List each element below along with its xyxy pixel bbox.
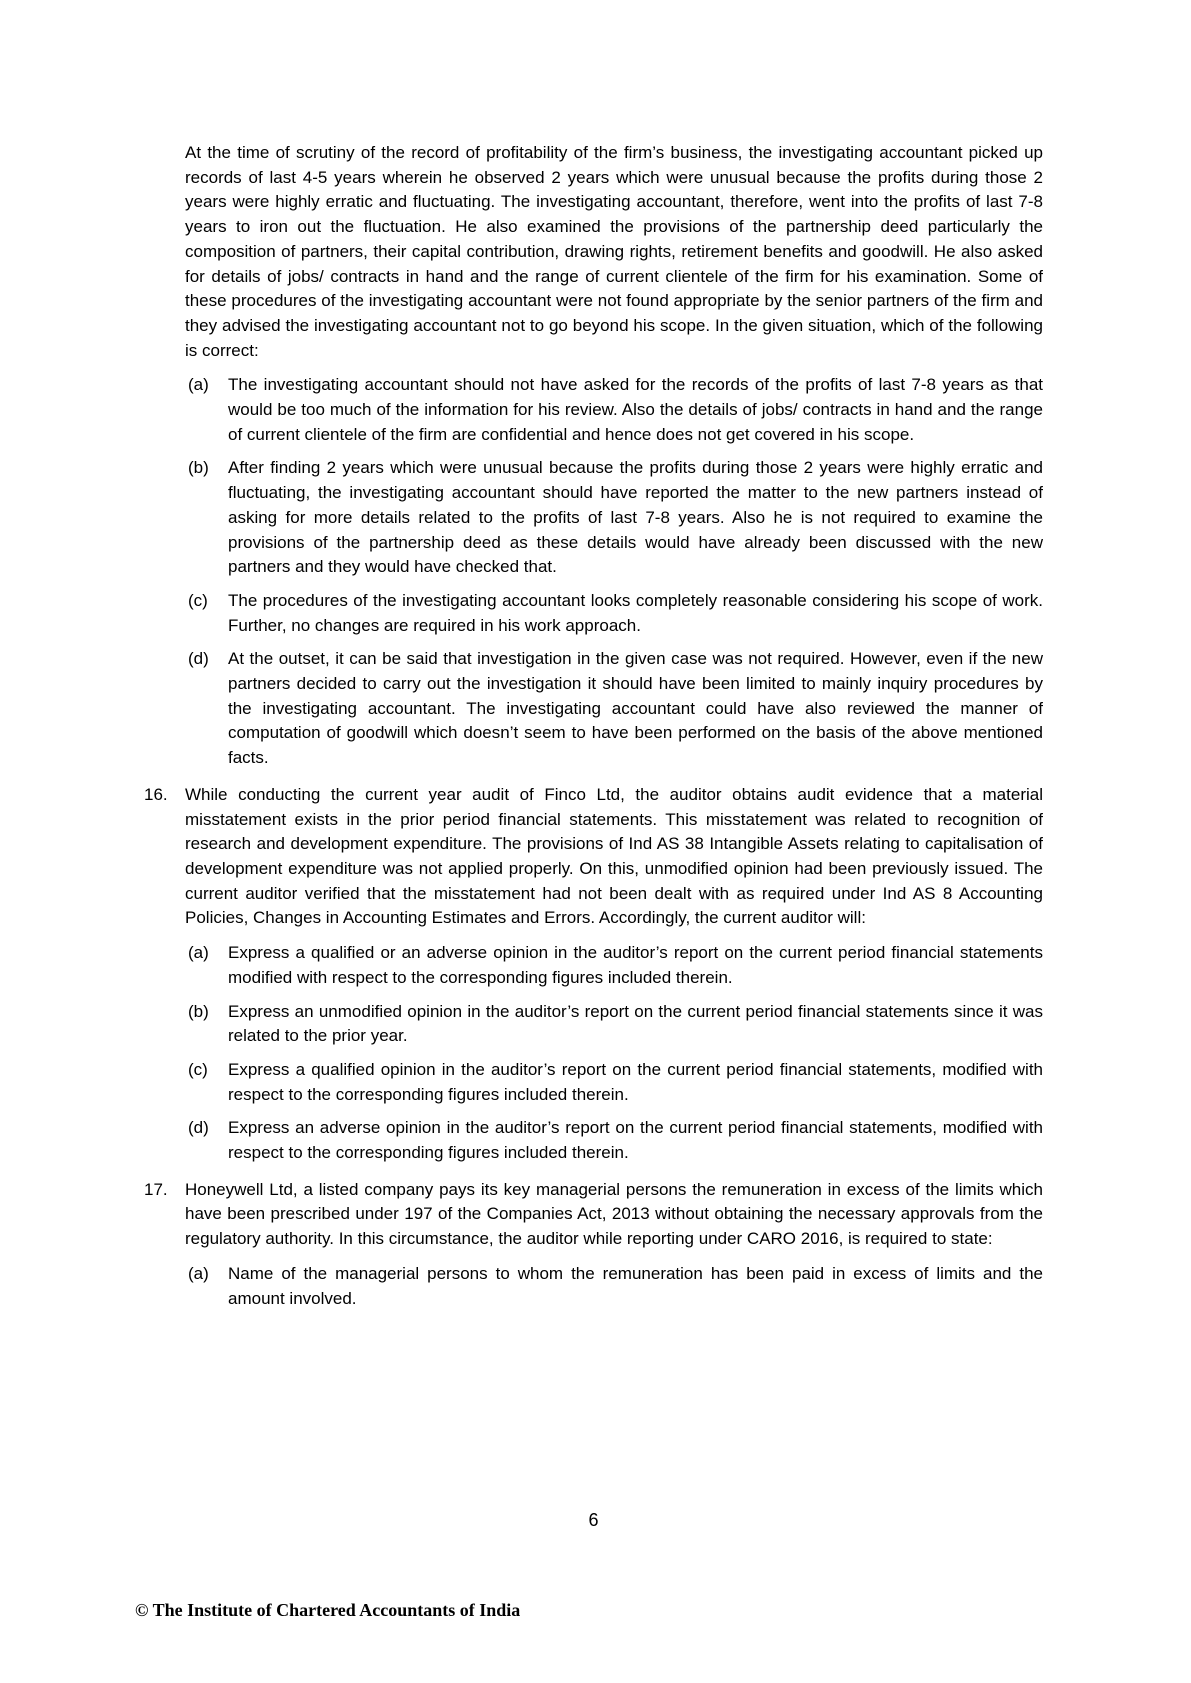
option-label: (d): [188, 649, 209, 669]
option-text: Express an unmodified opinion in the auditor’s report on the current period financial statements since it was related to the prior year.: [228, 1001, 1043, 1046]
question-text: Honeywell Ltd, a listed company pays its key managerial persons the remuneration in excess of the limits which have been prescribed under 197 of the Companies Act, 2013 without obtaining the necessary approvals from the regulatory authority. In this circumstance, the auditor while reporting under CARO 2016, is required to state:: [185, 1179, 1043, 1249]
question-16-option-d: [188, 1116, 1043, 1165]
option-label: (a): [188, 1263, 209, 1283]
document-page-content: [144, 141, 1043, 1320]
question-number: 17.: [144, 1179, 168, 1199]
option-text: At the outset, it can be said that investigation in the given case was not required. However, even if the new partners decided to carry out the investigation it should have been limited to mainly inquiry procedures by the investigating accountant. The investigating accountant could have also reviewed the manner of computation of goodwill which doesn’t seem to have been performed on the basis of the above mentioned facts.: [228, 649, 1043, 768]
copyright-footer: © The Institute of Chartered Accountants of India: [135, 1600, 521, 1620]
option-label: (a): [188, 375, 209, 395]
option-label: (d): [188, 1118, 209, 1138]
option-text: Name of the managerial persons to whom the remuneration has been paid in excess of limits and the amount involved.: [228, 1263, 1043, 1308]
option-label: (c): [188, 1059, 208, 1079]
question-16-option-b: [188, 1000, 1043, 1049]
question-continuation-paragraph: At the time of scrutiny of the record of profitability of the firm’s business, the investigating accountant picked up records of last 4-5 years wherein he observed 2 years which were unusual because the profits during those 2 years were highly erratic and fluctuating. The investigating accountant, therefore, went into the profits of last 7-8 years to iron out the fluctuation. He also examined the provisions of the partnership deed particularly the composition of partners, their capital contribution, drawing rights, retirement benefits and goodwill. He also asked for details of jobs/ contracts in hand and the range of current clientele of the firm for his examination. Some of these procedures of the investigating accountant were not found appropriate by the senior partners of the firm and they advised the investigating accountant not to go beyond his scope. In the given situation, which of the following is correct:: [185, 143, 1043, 360]
option-text: Express a qualified or an adverse opinion in the auditor’s report on the current period financial statements modified with respect to the corresponding figures included therein.: [228, 943, 1043, 987]
option-label: (b): [188, 458, 209, 478]
question-16-option-a: [188, 941, 1043, 990]
question-16-option-c: [188, 1058, 1043, 1107]
option-text: After finding 2 years which were unusual because the profits during those 2 years were highly erratic and fluctuating, the investigating accountant should have reported the matter to the new partners instead of asking for more details related to the profits of last 7-8 years. Also he is not required to examine the provisions of the partnership deed as these details would have already been discussed with the new partners and they would have checked that.: [228, 458, 1043, 577]
question-17: [144, 1178, 1043, 1252]
question-17-option-a: [188, 1262, 1043, 1311]
question-16: [144, 783, 1043, 931]
intro-option-a: [188, 373, 1043, 447]
option-label: (b): [188, 1001, 209, 1021]
option-text: Express an adverse opinion in the auditor’s report on the current period financial statements, modified with respect to the corresponding figures included therein.: [228, 1118, 1043, 1163]
option-label: (a): [188, 943, 209, 963]
option-label: (c): [188, 590, 208, 610]
intro-option-b: [188, 456, 1043, 580]
question-text: While conducting the current year audit of Finco Ltd, the auditor obtains audit evidence that a material misstatement exists in the prior period financial statements. This misstatement was related to recognition of research and development expenditure. The provisions of Ind AS 38 Intangible Assets relating to capitalisation of development expenditure was not applied properly. On this, unmodified opinion had been previously issued. The current auditor verified that the misstatement had not been dealt with as required under Ind AS 8 Accounting Policies, Changes in Accounting Estimates and Errors. Accordingly, the current auditor will:: [185, 784, 1043, 928]
intro-option-d: [188, 647, 1043, 771]
intro-option-c: [188, 589, 1043, 638]
option-text: The investigating accountant should not have asked for the records of the profits of last 7-8 years as that would be too much of the information for his review. Also the details of jobs/ contracts in hand and the range of current clientele of the firm are confidential and hence does not get covered in his scope.: [228, 375, 1043, 444]
option-text: Express a qualified opinion in the auditor’s report on the current period financial statements, modified with respect to the corresponding figures included therein.: [228, 1059, 1043, 1104]
option-text: The procedures of the investigating accountant looks completely reasonable considering his scope of work. Further, no changes are required in his work approach.: [228, 590, 1043, 635]
page-number: 6: [588, 1510, 599, 1530]
question-number: 16.: [144, 784, 168, 804]
